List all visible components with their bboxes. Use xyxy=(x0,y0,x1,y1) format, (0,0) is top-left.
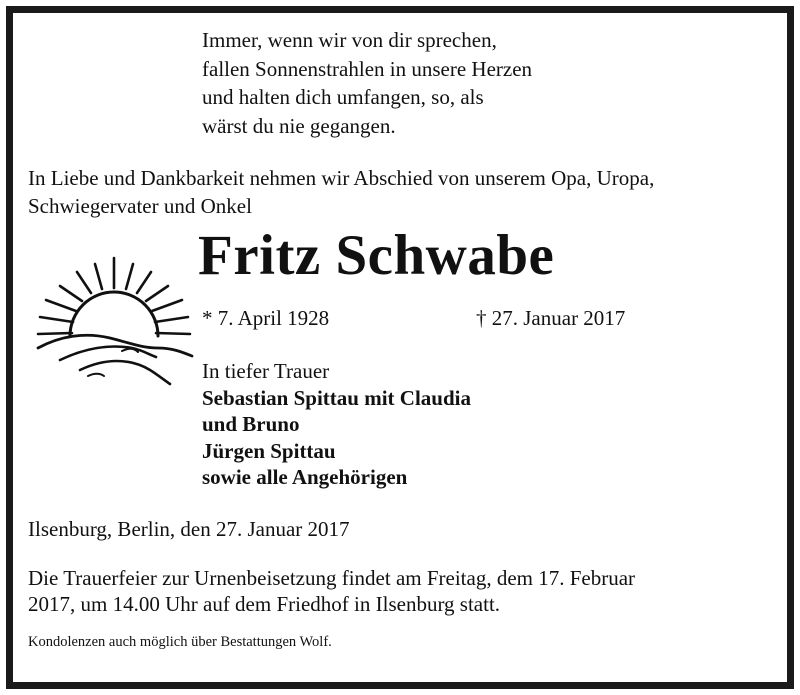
mourner-line: sowie alle Angehörigen xyxy=(202,465,408,489)
condolences-note: Kondolenzen auch möglich über Bestattungen Wolf. xyxy=(28,634,332,650)
intro-line: In Liebe und Dankbarkeit nehmen wir Abschied von unserem Opa, Uropa, xyxy=(28,166,655,190)
place-and-date: Ilsenburg, Berlin, den 27. Januar 2017 xyxy=(28,517,350,541)
service-line: 2017, um 14.00 Uhr auf dem Friedhof in Ilsenburg statt. xyxy=(28,592,501,616)
birth-date: * 7. April 1928 xyxy=(202,306,330,330)
mourner-line: und Bruno xyxy=(202,412,300,436)
funeral-service-info xyxy=(28,565,635,617)
farewell-intro xyxy=(28,164,654,220)
sunset-over-hills-icon xyxy=(30,244,200,389)
poem-line: wärst du nie gegangen. xyxy=(202,113,396,138)
mourner-line: Jürgen Spittau xyxy=(202,438,336,463)
memorial-poem xyxy=(202,26,532,140)
poem-line: fallen Sonnenstrahlen in unsere Herzen xyxy=(202,56,533,81)
poem-line: Immer, wenn wir von dir sprechen, xyxy=(202,28,497,52)
death-date: † 27. Januar 2017 xyxy=(476,306,626,330)
service-line: Die Trauerfeier zur Urnenbeisetzung findet am Freitag, dem 17. Februar xyxy=(28,566,636,590)
mourning-heading: In tiefer Trauer xyxy=(202,359,330,383)
deceased-name: Fritz Schwabe xyxy=(198,224,555,287)
mourner-line: Sebastian Spittau mit Claudia xyxy=(202,385,471,410)
mourners-block xyxy=(202,358,471,491)
intro-line: Schwiegervater und Onkel xyxy=(28,194,252,218)
poem-line: und halten dich umfangen, so, als xyxy=(202,85,484,109)
